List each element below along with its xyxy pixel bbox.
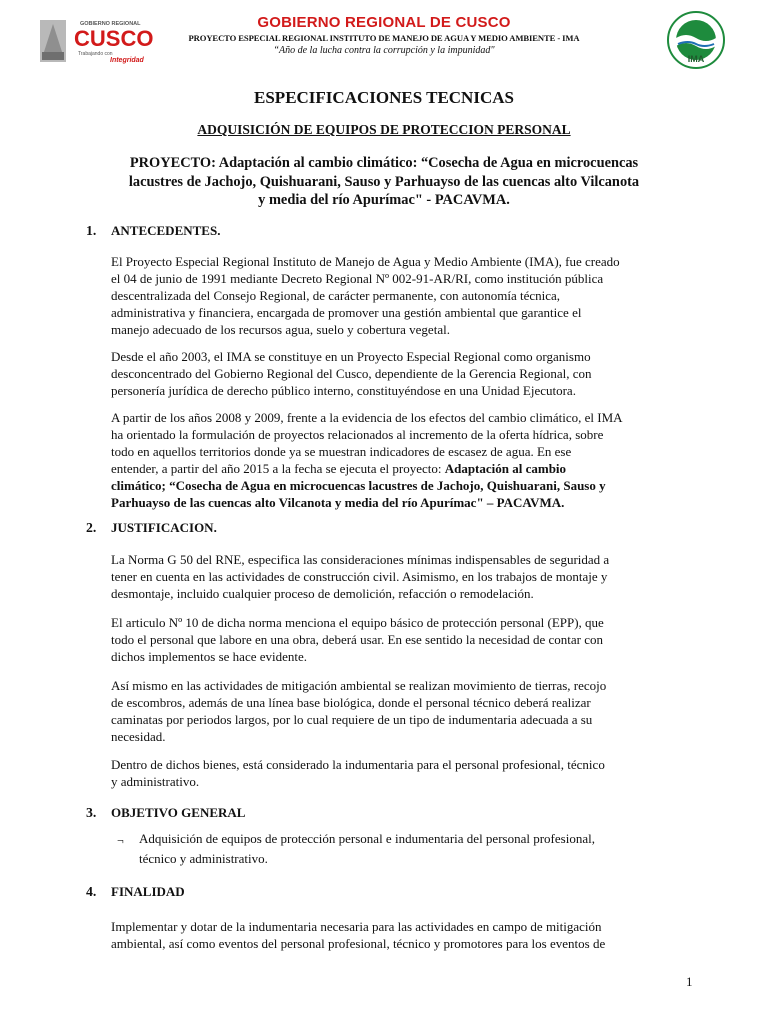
justificacion-paragraph-4 xyxy=(111,756,693,790)
document-title: ESPECIFICACIONES TECNICAS xyxy=(254,88,514,107)
section-2-number: 2. xyxy=(86,520,97,535)
bullet-marker: ¬ xyxy=(117,833,124,847)
antecedentes-paragraph-3 xyxy=(111,409,693,511)
text-line: ha orientado la formulación de proyectos relacionados al incremento de la oferta hídrica, sobre xyxy=(111,427,604,442)
header-motto: “Año de la lucha contra la corrupción y la impunidad" xyxy=(273,45,495,56)
bold-project-name: Parhuayso de las cuencas alto Vilcanota y media del río Apurímac" – PACAVMA. xyxy=(111,495,565,510)
text-line: Implementar y dotar de la indumentaria necesaria para las actividades en campo de mitigación xyxy=(111,919,602,934)
section-1-number: 1. xyxy=(86,223,97,238)
antecedentes-paragraph-2 xyxy=(111,348,693,399)
text-line: Adquisición de equipos de protección personal e indumentaria del personal profesional, xyxy=(139,831,595,846)
text-line: caminatas por periodos largos, por lo cual requiere de un tipo de indumentaria adecuada a su xyxy=(111,712,593,727)
text-line: El Proyecto Especial Regional Instituto de Manejo de Agua y Medio Ambiente (IMA), fue creado xyxy=(111,254,620,269)
text-line: ambiental, así como eventos del personal profesional, técnico y promotores para los eventos de xyxy=(111,936,606,951)
text-line: desconcentrado del Gobierno Regional del Cusco, dependiente de la Gerencia Regional, con xyxy=(111,366,592,381)
objetivo-bullet xyxy=(139,829,693,869)
project-line: lacustres de Jachojo, Quishuarani, Sauso y Parhuayso de las cuencas alto Vilcanota xyxy=(128,173,640,190)
header-subtitle: PROYECTO ESPECIAL REGIONAL INSTITUTO DE MANEJO DE AGUA Y MEDIO AMBIENTE - IMA xyxy=(188,33,580,43)
text-line: todo el personal que labore en una obra, deberá usar. En ese sentido la necesidad de contar con xyxy=(111,632,604,647)
document-subtitle: ADQUISICIÓN DE EQUIPOS DE PROTECCION PERSONAL xyxy=(197,122,571,137)
text-line: La Norma G 50 del RNE, especifica las consideraciones mínimas indispensables de seguridad a xyxy=(111,552,610,567)
text-line: descentralizada del Consejo Regional, de carácter permanente, con autonomía técnica, xyxy=(111,288,561,303)
justificacion-paragraph-1 xyxy=(111,551,693,602)
text-line: necesidad. xyxy=(111,729,166,744)
section-3-title: OBJETIVO GENERAL xyxy=(111,805,246,820)
ima-logo xyxy=(654,10,738,74)
logo-left-tag1: Trabajando con xyxy=(78,51,113,57)
text-line: tener en cuenta en las actividades de construcción civil. Asimismo, en los trabajos de montaje y xyxy=(111,569,608,584)
text-line: administrativa y financiera, encargada de promover una gestión ambiental que garantice el xyxy=(111,305,582,320)
bold-project-name: climático; “Cosecha de Agua en microcuencas lacustres de Jachojo, Quishuarani, Sauso y xyxy=(111,478,606,493)
page-number: 1 xyxy=(686,974,693,989)
justificacion-paragraph-2 xyxy=(111,614,693,665)
text-line: Desde el año 2003, el IMA se constituye en un Proyecto Especial Regional como organismo xyxy=(111,349,591,364)
finalidad-paragraph xyxy=(111,918,693,952)
logo-left-tag2: Integridad xyxy=(110,57,144,64)
section-4-number: 4. xyxy=(86,884,97,899)
text-span: entender, a partir del año 2015 a la fecha se ejecuta el proyecto: xyxy=(111,461,445,476)
text-line: dichos implementos se hace evidente. xyxy=(111,649,308,664)
text-line: El articulo Nº 10 de dicha norma menciona el equipo básico de protección personal (EPP), que xyxy=(111,615,604,630)
section-3-number: 3. xyxy=(86,805,97,820)
project-line: PROYECTO: Adaptación al cambio climático: “Cosecha de Agua en microcuencas xyxy=(129,155,639,171)
section-2-title: JUSTIFICACION. xyxy=(111,520,217,535)
text-line: técnico y administrativo. xyxy=(139,851,268,866)
ima-logo-label: IMA xyxy=(687,54,705,64)
logo-left-small-text: GOBIERNO REGIONAL xyxy=(80,21,141,27)
text-line: desmontaje, incluido cualquier proceso de demolición, refacción o remodelación. xyxy=(111,586,534,601)
text-line: Dentro de dichos bienes, está considerado la indumentaria para el personal profesional, técnico xyxy=(111,757,605,772)
text-line: y administrativo. xyxy=(111,774,200,789)
text-line: el 04 de junio de 1991 mediante Decreto Regional Nº 002-91-AR/RI, como institución pública xyxy=(111,271,604,286)
bold-project-name: Adaptación al cambio xyxy=(444,461,567,476)
project-line: y media del río Apurímac" - PACAVMA. xyxy=(258,192,510,208)
text-line: de escombros, además de una línea base biológica, donde el personal técnico deberá realizar xyxy=(111,695,591,710)
text-line: todo en aquellos territorios donde ya se muestran indicadores de escasez de agua. En ese xyxy=(111,444,572,459)
header-title: GOBIERNO REGIONAL DE CUSCO xyxy=(257,14,511,31)
section-1-title: ANTECEDENTES. xyxy=(111,223,221,238)
justificacion-paragraph-3 xyxy=(111,677,693,745)
logo-left-big-text: CUSCO xyxy=(74,26,154,51)
text-line xyxy=(111,460,693,477)
antecedentes-paragraph-1 xyxy=(111,253,693,338)
text-line: A partir de los años 2008 y 2009, frente a la evidencia de los efectos del cambio climático, el IMA xyxy=(111,410,623,425)
text-line: manejo adecuado de los recursos agua, suelo y cobertura vegetal. xyxy=(111,322,450,337)
text-line: personería jurídica de derecho público interno, constituyéndose en una Unidad Ejecutora. xyxy=(111,383,576,398)
section-4-title: FINALIDAD xyxy=(111,884,185,899)
text-line: Así mismo en las actividades de mitigación ambiental se realizan movimiento de tierras, recojo xyxy=(111,678,607,693)
project-heading xyxy=(100,154,668,210)
